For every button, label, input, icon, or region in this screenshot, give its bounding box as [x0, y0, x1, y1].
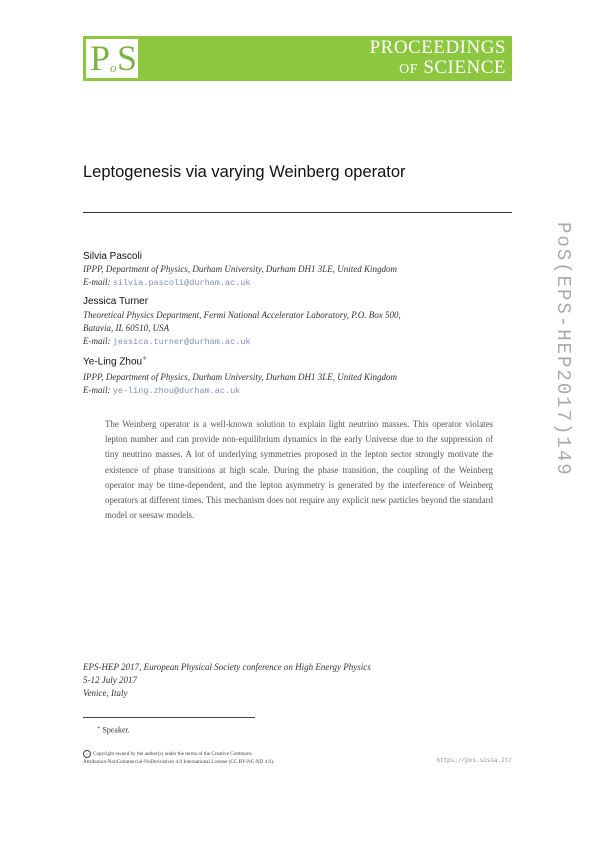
- author-name: Silvia Pascoli: [83, 251, 142, 262]
- banner-proceedings: PROCEEDINGS: [369, 37, 506, 58]
- speaker-marker[interactable]: ∗: [142, 356, 148, 362]
- author-email-row: [83, 336, 250, 347]
- pos-identifier: PoS(EPS-HEP2017)149: [552, 222, 574, 477]
- paper-title: Leptogenesis via varying Weinberg operator: [83, 163, 406, 181]
- author-name: Ye-Ling Zhou: [83, 356, 143, 368]
- footnote-marker: ∗: [97, 726, 101, 731]
- email-link[interactable]: silvia.pascoli@durham.ac.uk: [112, 278, 251, 288]
- email-label: E-mail:: [83, 385, 111, 395]
- footnote-rule: [83, 717, 255, 718]
- license-line: Attribution-NonCommercial-NoDerivatives 4.0 International License (CC BY-NC-ND 4.0).: [83, 759, 275, 766]
- pos-sidebar: [542, 222, 572, 582]
- logo-letter-p: P: [90, 38, 111, 78]
- license-notice: [83, 750, 274, 766]
- author-affiliation: IPPP, Department of Physics, Durham University, Durham DH1 3LE, United Kingdom: [83, 372, 397, 382]
- email-link[interactable]: ye-ling.zhou@durham.ac.uk: [112, 386, 241, 396]
- author-affiliation: IPPP, Department of Physics, Durham University, Durham DH1 3LE, United Kingdom: [83, 264, 397, 274]
- logo-letter-o: o: [110, 60, 117, 75]
- author-email-row: [83, 277, 250, 288]
- affiliation-line: Batavia, IL 60510, USA: [83, 323, 170, 333]
- conference-location: Venice, Italy: [83, 688, 128, 698]
- pos-banner: [83, 36, 512, 81]
- banner-of: OF: [399, 62, 419, 77]
- pos-logo: [86, 39, 138, 78]
- license-line: Copyright owned by the author(s) under the terms of the Creative Commons: [93, 751, 252, 758]
- footnote-text: Speaker.: [102, 725, 130, 735]
- cc-icon: c: [83, 750, 91, 758]
- conference-info: [83, 661, 371, 700]
- footnote: [97, 725, 130, 735]
- abstract: The Weinberg operator is a well-known solution to explain light neutrino masses. This operator violates lepton number and can provide non-equilibrium dynamics in the early Universe due to the suppression of tiny neutrino masses. A lot of underlying symmetries proposed in the lepton sector strongly motivate the existence of phase transitions at high scale. During the phase transition, the coupling of the Weinberg operator may be time-dependent, and the lepton asymmetry is generated by the interference of Weinberg operators at different times. This mechanism does not require any explicit new particles beyond the standard model or seesaw models.: [105, 419, 493, 521]
- logo-letter-s: S: [117, 38, 138, 78]
- title-rule: [83, 212, 512, 213]
- banner-wordmark: [370, 38, 506, 80]
- affiliation-line: Theoretical Physics Department, Fermi National Accelerator Laboratory, P.O. Box 500,: [83, 310, 401, 320]
- banner-science: SCIENCE: [423, 57, 506, 78]
- email-label: E-mail:: [83, 336, 111, 346]
- conference-name: EPS-HEP 2017, European Physical Society conference on High Energy Physics: [83, 662, 371, 672]
- email-label: E-mail:: [83, 277, 111, 287]
- banner-of-science: [370, 58, 506, 80]
- conference-dates: 5-12 July 2017: [83, 675, 137, 685]
- author-affiliation: [83, 309, 401, 335]
- author-name: Jessica Turner: [83, 296, 149, 307]
- pos-url-link[interactable]: https://pos.sissa.it/: [436, 757, 512, 764]
- email-link[interactable]: jessica.turner@durham.ac.uk: [112, 337, 251, 347]
- author-name-speaker: [83, 355, 147, 367]
- author-email-row: [83, 385, 240, 396]
